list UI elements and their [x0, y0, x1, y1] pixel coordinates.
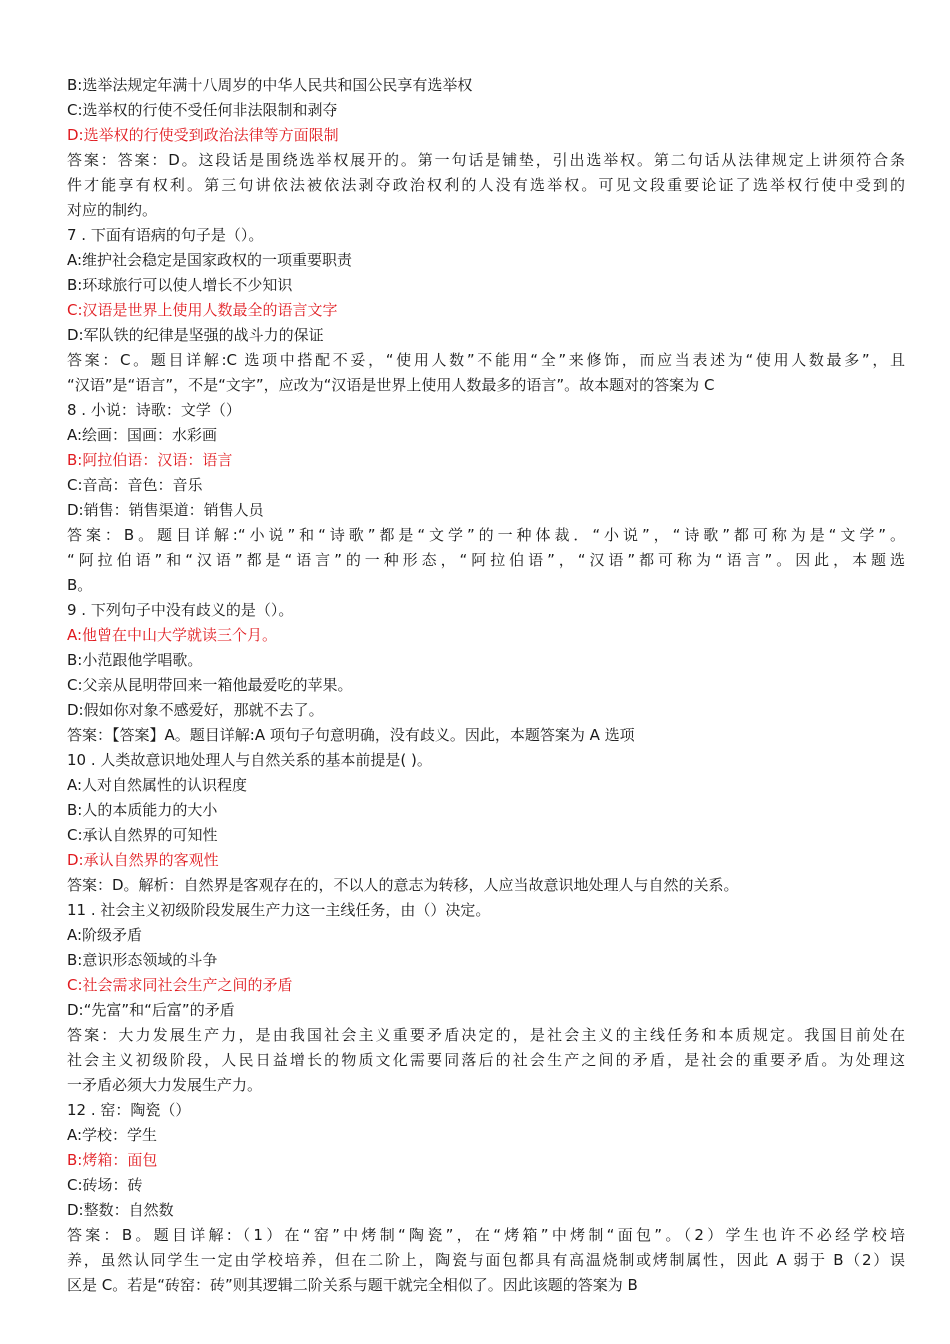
correct-option: A:他曾在中山大学就读三个月。: [67, 626, 278, 644]
answer-line: 答案：B。题目详解:（1）在“窑”中烤制“陶瓷”，在“烤箱”中烤制“面包”。（2）学生也许不必经学校培: [67, 1226, 905, 1244]
answer-option: A:学校：学生: [67, 1126, 158, 1144]
answer-line: 社会主义初级阶段，人民日益增长的物质文化需要同落后的社会生产之间的矛盾，是社会的重要矛盾。为处理这: [67, 1051, 905, 1069]
answer-option: B:人的本质能力的大小: [67, 801, 218, 819]
question-stem: 8 . 小说：诗歌：文学（）: [67, 401, 241, 419]
answer-explanation: [67, 348, 905, 398]
answer-line: 一矛盾必须大力发展生产力。: [67, 1076, 263, 1094]
answer-explanation: [67, 523, 905, 598]
answer-option: D:假如你对象不感爱好，那就不去了。: [67, 701, 324, 719]
answer-explanation: [67, 873, 905, 898]
answer-explanation: [67, 723, 905, 748]
answer-option: C:承认自然界的可知性: [67, 826, 218, 844]
correct-option: D:选举权的行使受到政治法律等方面限制: [67, 126, 339, 144]
answer-option: B:选举法规定年满十八周岁的中华人民共和国公民享有选举权: [67, 76, 473, 94]
answer-line: 答案：大力发展生产力，是由我国社会主义重要矛盾决定的，是社会主义的主线任务和本质规定。我国目前处在: [67, 1026, 905, 1044]
answer-line: 答案：B。题目详解:“小说”和“诗歌”都是“文学”的一种体裁．“小说”，“诗歌”都可称为是“文学”。: [67, 526, 905, 544]
correct-option: B:烤箱：面包: [67, 1151, 158, 1169]
answer-line: “阿拉伯语”和“汉语”都是“语言”的一种形态，“阿拉伯语”，“汉语”都可称为“语言”。因此，本题选: [67, 551, 905, 569]
answer-option: D:销售：销售渠道：销售人员: [67, 501, 264, 519]
answer-line: “汉语”是“语言”，不是“文字”，应改为“汉语是世界上使用人数最多的语言”。故本题对的答案为 C: [67, 376, 715, 394]
answer-option: C:砖场：砖: [67, 1176, 143, 1194]
answer-explanation: [67, 1223, 905, 1298]
question-stem: 9 . 下列句子中没有歧义的是（）。: [67, 601, 294, 619]
answer-option: A:阶级矛盾: [67, 926, 143, 944]
document-page: [67, 73, 905, 1298]
answer-explanation: [67, 148, 905, 223]
answer-line: 答案：C。题目详解:C 选项中搭配不妥，“使用人数”不能用“全”来修饰，而应当表述为“使用人数最多”，且: [67, 351, 905, 369]
answer-line: 答案：答案：D。这段话是围绕选举权展开的。第一句话是铺垫，引出选举权。第二句话从法律规定上讲须符合条: [67, 151, 905, 169]
question-stem: 10 . 人类故意识地处理人与自然关系的基本前提是( )。: [67, 751, 432, 769]
answer-line: 答案：【答案】A。题目详解:A 项句子句意明确，没有歧义。因此，本题答案为 A 选项: [67, 726, 635, 744]
answer-option: B:小范跟他学唱歌。: [67, 651, 203, 669]
answer-option: B:意识形态领域的斗争: [67, 951, 218, 969]
correct-option: C:社会需求同社会生产之间的矛盾: [67, 976, 293, 994]
answer-option: D:军队铁的纪律是坚强的战斗力的保证: [67, 326, 324, 344]
answer-option: A:人对自然属性的认识程度: [67, 776, 248, 794]
answer-line: 件才能享有权利。第三句讲依法被依法剥夺政治权利的人没有选举权。可见文段重要论证了选举权行使中受到的: [67, 176, 905, 194]
answer-explanation: [67, 1023, 905, 1098]
answer-line: 区是 C。若是“砖窑：砖”则其逻辑二阶关系与题干就完全相似了。因此该题的答案为 B: [67, 1276, 638, 1294]
answer-line: 对应的制约。: [67, 201, 158, 219]
question-stem: 11 . 社会主义初级阶段发展生产力这一主线任务，由（）决定。: [67, 901, 491, 919]
answer-option: C:选举权的行使不受任何非法限制和剥夺: [67, 101, 338, 119]
question-stem: 12 . 窑：陶瓷（）: [67, 1101, 191, 1119]
answer-option: D:“先富”和“后富”的矛盾: [67, 1001, 235, 1019]
answer-line: 养，虽然认同学生一定由学校培养，但在二阶上，陶瓷与面包都具有高温烧制或烤制属性，因此 A 弱于 B（2）误: [67, 1251, 905, 1269]
answer-option: C:音高：音色：音乐: [67, 476, 203, 494]
correct-option: B:阿拉伯语：汉语：语言: [67, 451, 233, 469]
answer-option: C:父亲从昆明带回来一箱他最爱吃的苹果。: [67, 676, 353, 694]
correct-option: C:汉语是世界上使用人数最全的语言文字: [67, 301, 338, 319]
correct-option: D:承认自然界的客观性: [67, 851, 219, 869]
answer-option: A:维护社会稳定是国家政权的一项重要职责: [67, 251, 353, 269]
answer-line: B。: [67, 576, 93, 594]
question-stem: 7 . 下面有语病的句子是（）。: [67, 226, 264, 244]
answer-option: B:环球旅行可以使人增长不少知识: [67, 276, 293, 294]
answer-line: 答案：D。解析：自然界是客观存在的，不以人的意志为转移，人应当故意识地处理人与自然的关系。: [67, 876, 739, 894]
answer-option: D:整数：自然数: [67, 1201, 174, 1219]
answer-option: A:绘画：国画：水彩画: [67, 426, 218, 444]
